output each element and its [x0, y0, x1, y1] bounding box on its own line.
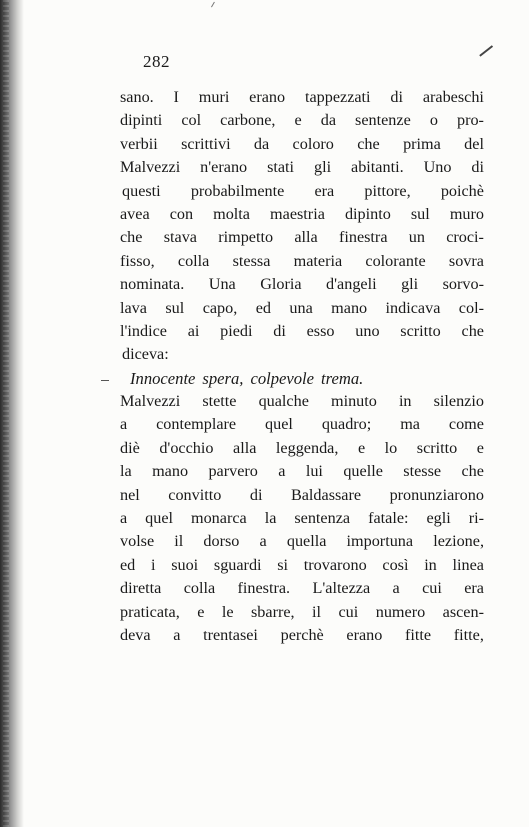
word: diretta	[120, 579, 162, 598]
word: e	[357, 438, 366, 457]
word: capo,	[202, 298, 238, 317]
word: da	[320, 111, 336, 130]
word: finestra.	[237, 579, 291, 598]
word: lezione,	[433, 532, 484, 551]
word: sentenza	[294, 509, 351, 528]
word: sorvo-	[442, 275, 484, 294]
text-line	[120, 554, 484, 577]
word: minuto	[330, 392, 377, 411]
word: quel	[145, 509, 174, 528]
word: cui	[338, 602, 359, 621]
word: diceva:	[122, 345, 169, 364]
margin-mark	[101, 380, 109, 381]
word: e	[197, 602, 205, 621]
word: alla	[294, 228, 318, 247]
word: spera,	[202, 368, 244, 388]
word: colpevole	[250, 368, 315, 388]
word: stessa	[232, 251, 271, 270]
word: tappezzati	[304, 88, 371, 106]
word: ed	[255, 298, 271, 317]
text-line	[120, 343, 484, 366]
word: ma	[400, 415, 420, 434]
word: colorante	[365, 251, 426, 270]
word: di	[249, 485, 263, 504]
word: parvero	[208, 462, 258, 481]
word: I	[173, 88, 179, 106]
word: a	[259, 532, 267, 551]
word: del	[464, 134, 484, 153]
word: numero	[375, 602, 426, 621]
word: in	[424, 555, 437, 574]
word: muro	[449, 204, 484, 223]
word: una	[289, 298, 313, 317]
word: suoi	[171, 555, 199, 574]
word: la	[264, 509, 277, 528]
word: leggenda,	[275, 438, 339, 457]
word: croci-	[446, 228, 484, 247]
word: esso	[306, 321, 335, 340]
word: prima	[403, 134, 441, 153]
word: uno	[355, 321, 380, 340]
word: così	[382, 555, 409, 574]
word: quella	[286, 532, 327, 551]
word: praticata,	[120, 602, 180, 621]
word: importuna	[346, 532, 414, 551]
word: l'indice	[120, 321, 167, 340]
word: dorso	[203, 532, 240, 551]
word: e	[294, 111, 302, 130]
word: volse	[120, 532, 155, 551]
word: abitanti.	[351, 158, 404, 177]
word: le	[221, 602, 234, 621]
word: egli	[426, 509, 451, 528]
word: cui	[422, 579, 442, 598]
word: quelle	[343, 462, 383, 481]
text-line	[120, 437, 484, 460]
word: dipinto	[344, 204, 391, 223]
word: con	[169, 204, 194, 223]
text-line	[120, 624, 484, 647]
word: questi	[122, 181, 161, 200]
word: erano	[346, 625, 383, 644]
word: deva	[120, 625, 151, 644]
word: coloro	[292, 134, 334, 153]
word: la	[120, 462, 132, 481]
word: si	[277, 555, 289, 574]
word: sovra	[448, 251, 484, 270]
word: che	[461, 462, 484, 481]
word: dipinti	[120, 111, 163, 130]
word: stesse	[403, 462, 442, 481]
word: fitte	[405, 625, 432, 644]
word: arabeschi	[422, 88, 484, 106]
word: verbii	[120, 134, 158, 153]
word: contemplare	[156, 415, 237, 434]
word: quel	[265, 415, 293, 434]
word: pittore,	[364, 181, 411, 200]
text-line	[120, 507, 484, 530]
word: che	[461, 321, 484, 340]
word: a	[392, 579, 400, 598]
text-line	[120, 86, 484, 109]
word: ascen-	[442, 602, 484, 621]
word: pro-	[456, 111, 484, 130]
text-line	[120, 109, 484, 132]
word: stava	[163, 228, 197, 247]
word: sguardi	[213, 555, 262, 574]
word: che	[357, 134, 380, 153]
word: lo	[384, 438, 398, 457]
word: a	[120, 509, 128, 528]
text-line	[120, 530, 484, 553]
word: perchè	[280, 625, 324, 644]
word: colla	[183, 579, 216, 598]
word: nominata.	[120, 275, 185, 294]
word: Malvezzi	[120, 392, 181, 411]
word: Una	[208, 275, 236, 294]
word: il	[312, 602, 322, 621]
word: scritto	[416, 438, 458, 457]
word: in	[398, 392, 412, 411]
word: come	[448, 415, 484, 434]
word: L'altezza	[312, 579, 371, 598]
word: materia	[293, 251, 343, 270]
word: col-	[458, 298, 484, 317]
word: col	[181, 111, 202, 130]
stray-ink-mark	[479, 45, 493, 56]
text-line	[120, 320, 484, 343]
word: lui	[305, 462, 323, 481]
word: scrittivi	[181, 134, 231, 153]
text-line	[120, 601, 484, 624]
word: indicava	[385, 298, 441, 317]
word: qualche	[258, 392, 309, 411]
word: linea	[452, 555, 484, 574]
word: trovarono	[303, 555, 367, 574]
word: avea	[120, 204, 150, 223]
text-line	[120, 367, 484, 390]
word: Baldassare	[290, 485, 362, 504]
page-number: 282	[143, 52, 170, 71]
word: sul	[410, 204, 430, 223]
word: il	[174, 532, 184, 551]
text-line	[120, 250, 484, 273]
word: a	[120, 415, 128, 434]
word: sbarre,	[251, 602, 295, 621]
word: scritto	[400, 321, 441, 340]
word: carbone,	[220, 111, 276, 130]
word: erano	[249, 88, 286, 106]
text-line	[120, 390, 484, 413]
word: n'erano	[200, 158, 248, 177]
word: da	[253, 134, 270, 153]
word: monarca	[191, 509, 247, 528]
text-line	[120, 133, 484, 156]
text-line	[120, 460, 484, 483]
word: trentasei	[203, 625, 258, 644]
binding-edge	[3, 0, 9, 827]
word: ri-	[468, 509, 484, 528]
word: lava	[120, 298, 147, 317]
word: di	[273, 321, 286, 340]
text-line	[120, 226, 484, 249]
word: sano.	[120, 88, 154, 106]
word: maestria	[270, 204, 325, 223]
word: quadro;	[321, 415, 372, 434]
text-line	[120, 156, 484, 179]
body-text	[120, 86, 484, 647]
word: gli	[314, 158, 332, 177]
word: convitto	[168, 485, 222, 504]
word: i	[150, 555, 156, 574]
word: piedi	[220, 321, 253, 340]
word: trema.	[321, 368, 364, 388]
stray-ink-mark	[211, 2, 215, 8]
word: poichè	[440, 181, 484, 200]
word: stette	[202, 392, 237, 411]
word: gli	[401, 275, 419, 294]
text-line	[120, 484, 484, 507]
word: di	[390, 88, 403, 106]
word: nel	[120, 485, 140, 504]
word: era	[464, 579, 484, 598]
word: che	[120, 228, 143, 247]
word: muri	[198, 88, 230, 106]
word: ed	[120, 555, 136, 574]
text-line	[120, 203, 484, 226]
word: diè	[120, 438, 140, 457]
word: d'occhio	[159, 438, 214, 457]
word: e	[476, 438, 484, 457]
text-line	[120, 273, 484, 296]
word: era	[314, 181, 335, 200]
word: Innocente	[130, 368, 196, 388]
text-line	[120, 413, 484, 436]
word: Gloria	[260, 275, 302, 294]
word: a	[278, 462, 286, 481]
word: stati	[267, 158, 295, 177]
word: fatale:	[368, 509, 409, 528]
word: di	[471, 158, 484, 177]
text-line	[120, 577, 484, 600]
word: fisso,	[120, 251, 155, 270]
word: sul	[165, 298, 185, 317]
word: o	[429, 111, 438, 130]
word: a	[173, 625, 181, 644]
word: mano	[331, 298, 368, 317]
word: colla	[177, 251, 210, 270]
word: d'angeli	[326, 275, 377, 294]
word: pronunziarono	[389, 485, 484, 504]
word: probabilmente	[190, 181, 285, 200]
word: finestra	[338, 228, 388, 247]
text-line	[120, 297, 484, 320]
word: rimpetto	[218, 228, 274, 247]
word: ai	[187, 321, 200, 340]
word: molta	[213, 204, 250, 223]
word: mano	[152, 462, 189, 481]
word: sentenze	[355, 111, 411, 130]
word: fitte,	[453, 625, 484, 644]
word: un	[408, 228, 425, 247]
word: Malvezzi	[120, 158, 181, 177]
word: alla	[233, 438, 257, 457]
text-line	[120, 180, 484, 203]
word: silenzio	[433, 392, 484, 411]
word: Uno	[423, 158, 452, 177]
